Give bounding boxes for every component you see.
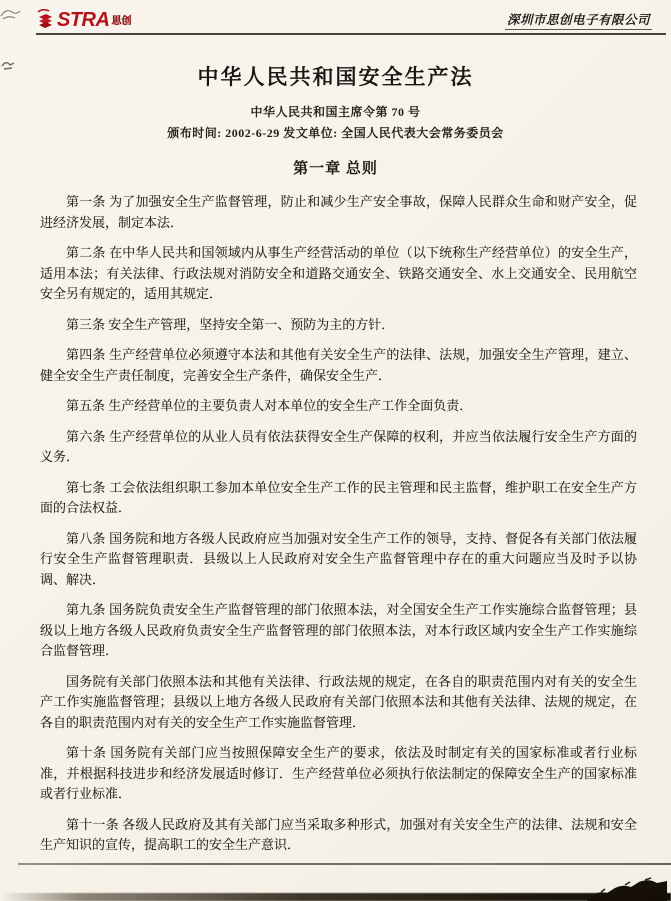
document-title: 中华人民共和国安全生产法 bbox=[197, 65, 474, 89]
law-article-paragraph: 第五条 生产经营单位的主要负责人对本单位的安全生产工作全面负责． bbox=[66, 398, 473, 413]
brand-name-chinese: 思创 bbox=[111, 16, 132, 27]
brand-name: STRA bbox=[57, 9, 110, 31]
issue-line: 颁布时间: 2002-6-29 发文单位: 全国人民代表大会常务委员会 bbox=[167, 126, 504, 140]
scan-artifact-squiggle bbox=[0, 6, 26, 24]
scanned-document-page bbox=[0, 6, 671, 901]
law-article-paragraph: 第六条 生产经营单位的从业人员有依法获得安全生产保障的权利，并应当依法履行安全生产方面的义务． bbox=[40, 428, 637, 464]
chapter-heading: 第一章 总则 bbox=[293, 161, 378, 177]
law-article-paragraph: 第一条 为了加强安全生产监督管理，防止和减少生产安全事故，保障人民群众生命和财产安全，促进经济发展，制定本法． bbox=[40, 194, 637, 230]
law-article-paragraph: 第十一条 各级人民政府及其有关部门应当采取多种形式，加强对有关安全生产的法律、法规和安全生产知识的宣传，提高职工的安全生产意识． bbox=[40, 816, 637, 852]
law-article-paragraph: 第三条 安全生产管理，坚持安全第一、预防为主的方针． bbox=[66, 316, 395, 332]
law-article-paragraph: 第二条 在中华人民共和国领域内从事生产经营活动的单位（以下统称生产经营单位）的安全生产，适用本法；有关法律、行政法规对消防安全和道路交通安全、铁路交通安全、水上交通安全、民用航空安全另有规定的，适用其规定． bbox=[40, 245, 637, 301]
scan-artifact-mark bbox=[0, 56, 18, 72]
law-article-paragraph: 国务院有关部门依照本法和其他有关法律、行政法规的规定，在各自的职责范围内对有关的安全生产工作实施监督管理；县级以上地方各级人民政府有关部门依照本法和其他有关法律、法规的规定，在各自的职责范围内对有关的安全生产工作实施监督管理． bbox=[40, 673, 637, 730]
company-name: 深圳市思创电子有限公司 bbox=[505, 10, 652, 30]
footer-rule bbox=[18, 863, 671, 865]
law-article-paragraph: 第七条 工会依法组织职工参加本单位安全生产工作的民主管理和民主监督，维护职工在安全生产方面的合法权益． bbox=[40, 479, 637, 515]
document-body bbox=[40, 192, 637, 856]
decree-line: 中华人民共和国主席令第 70 号 bbox=[250, 105, 421, 119]
law-article-paragraph: 第四条 生产经营单位必须遵守本法和其他有关安全生产的法律、法规，加强安全生产管理，建立、健全安全生产责任制度，完善安全生产条件，确保安全生产． bbox=[40, 347, 637, 383]
brand-logo bbox=[36, 9, 131, 30]
law-article-paragraph: 第八条 国务院和地方各级人民政府应当加强对安全生产工作的领导，支持、督促各有关部门依法履行安全生产监督管理职责．县级以上人民政府对安全生产监督管理中存在的重大问题应当及时予以协调、解决． bbox=[40, 530, 637, 587]
law-article-paragraph: 第九条 国务院负责安全生产监督管理的部门依照本法，对全国安全生产工作实施综合监督管理；县级以上地方各级人民政府负责安全生产监督管理的部门依照本法，对本行政区域内安全生产工作实施综合监督管理． bbox=[40, 602, 637, 658]
stacked-books-icon bbox=[36, 9, 55, 30]
scan-bottom-shadow bbox=[0, 893, 671, 901]
law-article-paragraph: 第十条 国务院有关部门应当按照保障安全生产的要求，依法及时制定有关的国家标准或者行业标准，并根据科技进步和经济发展适时修订．生产经营单位必须执行依法制定的保障安全生产的国家标准或者行业标准． bbox=[40, 745, 637, 801]
page-header bbox=[36, 6, 666, 35]
